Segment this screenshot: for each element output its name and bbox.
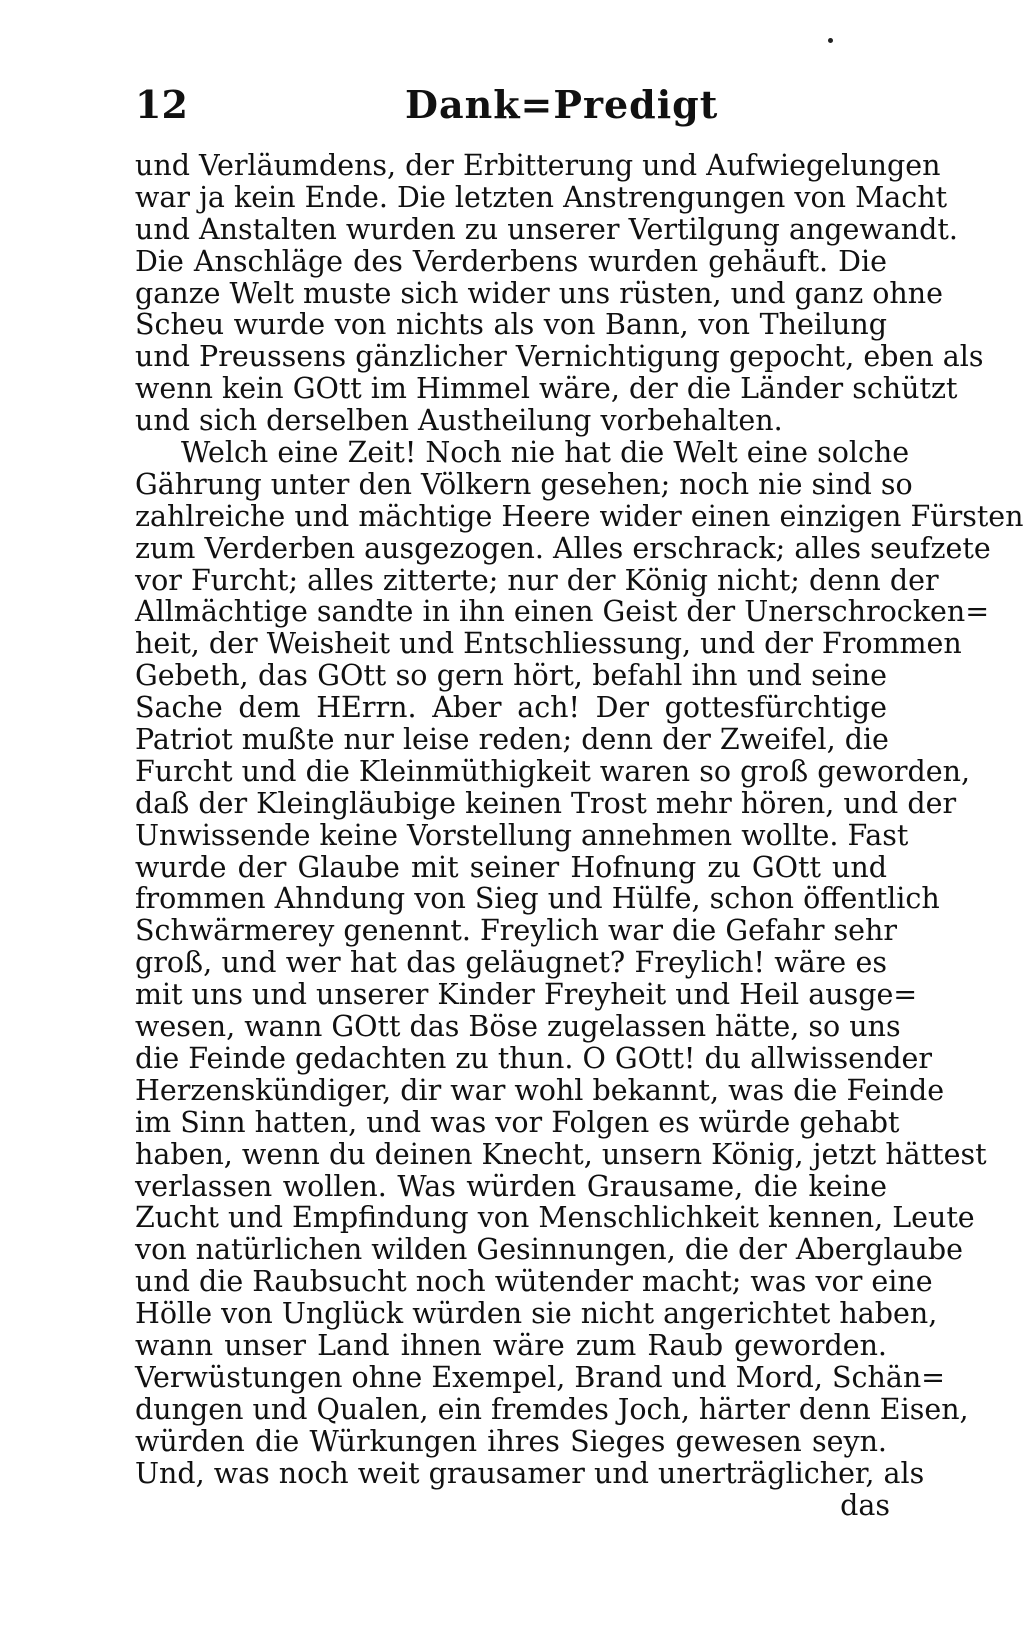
text-line: Gährung unter den Völkern gesehen; noch nie sind so xyxy=(135,467,913,501)
running-title: Dank=Predigt xyxy=(405,82,719,127)
page-header xyxy=(135,80,890,130)
text-line: dungen und Qualen, ein fremdes Joch, härter denn Eisen, xyxy=(135,1392,969,1426)
text-line: Zucht und Empfindung von Menschlichkeit kennen, Leute xyxy=(135,1201,975,1235)
text-line: Unwissende keine Vorstellung annehmen wollte. Fast xyxy=(135,818,909,852)
text-line: Furcht und die Kleinmüthigkeit waren so groß geworden, xyxy=(135,754,971,788)
text-line: Verwüstungen ohne Exempel, Brand und Mord, Schän= xyxy=(135,1360,946,1394)
text-line: Welch eine Zeit! Noch nie hat die Welt eine solche xyxy=(181,436,910,470)
page-number: 12 xyxy=(135,82,188,127)
text-line: Schwärmerey genennt. Freylich war die Gefahr sehr xyxy=(135,914,898,948)
body-text xyxy=(135,149,1024,1490)
text-line: und sich derselben Austheilung vorbehalten. xyxy=(135,404,783,438)
text-line: Hölle von Unglück würden sie nicht angerichtet haben, xyxy=(135,1297,938,1331)
text-line: wesen, wann GOtt das Böse zugelassen hätte, so uns xyxy=(135,1010,901,1044)
ink-speck xyxy=(828,38,833,43)
text-line: zahlreiche und mächtige Heere wider einen einzigen Fürsten xyxy=(135,499,1024,533)
text-line: wann unser Land ihnen wäre zum Raub geworden. xyxy=(135,1328,887,1362)
text-line: zum Verderben ausgezogen. Alles erschrack; alles seufzete xyxy=(135,531,991,565)
text-line: im Sinn hatten, und was vor Folgen es würde gehabt xyxy=(135,1105,900,1139)
text-line: Gebeth, das GOtt so gern hört, befahl ihn und seine xyxy=(135,659,887,693)
text-line: haben, wenn du deinen Knecht, unsern König, jetzt hättest xyxy=(135,1137,987,1171)
text-line: und Anstalten wurden zu unserer Vertilgung angewandt. xyxy=(135,212,958,246)
text-line: wurde der Glaube mit seiner Hofnung zu GOtt und xyxy=(135,850,887,884)
text-line: wenn kein GOtt im Himmel wäre, der die Länder schützt xyxy=(135,372,958,406)
text-line: daß der Kleingläubige keinen Trost mehr hören, und der xyxy=(135,786,957,820)
text-line: die Feinde gedachten zu thun. O GOtt! du allwissender xyxy=(135,1041,933,1075)
text-line: mit uns und unserer Kinder Freyheit und Heil ausge= xyxy=(135,978,918,1012)
catchword: das xyxy=(840,1489,890,1522)
text-line: und Verläumdens, der Erbitterung und Aufwiegelungen xyxy=(135,149,941,182)
text-line: von natürlichen wilden Gesinnungen, die der Aberglaube xyxy=(135,1233,964,1267)
text-line: groß, und wer hat das geläugnet? Freylich! wäre es xyxy=(135,946,887,980)
text-line: Die Anschläge des Verderbens wurden gehäuft. Die xyxy=(135,244,887,278)
text-line: Und, was noch weit grausamer und unerträglicher, als xyxy=(135,1456,925,1490)
text-line: vor Furcht; alles zitterte; nur der König nicht; denn der xyxy=(135,563,939,597)
text-line: Allmächtige sandte in ihn einen Geist der Unerschrocken= xyxy=(135,595,990,629)
text-line: und die Raubsucht noch wütender macht; was vor eine xyxy=(135,1265,933,1299)
text-line: Herzenskündiger, dir war wohl bekannt, was die Feinde xyxy=(135,1073,945,1107)
text-line: verlassen wollen. Was würden Grausame, die keine xyxy=(135,1169,887,1203)
text-line: Sache dem HErrn. Aber ach! Der gottesfürchtige xyxy=(135,691,887,725)
text-line: frommen Ahndung von Sieg und Hülfe, schon öffentlich xyxy=(135,882,940,916)
text-line: ganze Welt muste sich wider uns rüsten, und ganz ohne xyxy=(135,276,944,310)
text-line: Scheu wurde von nichts als von Bann, von Theilung xyxy=(135,308,887,342)
text-line: Patriot mußte nur leise reden; denn der Zweifel, die xyxy=(135,723,889,757)
text-line: war ja kein Ende. Die letzten Anstrengungen von Macht xyxy=(135,180,948,214)
text-line: und Preussens gänzlicher Vernichtigung gepocht, eben als xyxy=(135,340,984,374)
text-line: heit, der Weisheit und Entschliessung, und der Frommen xyxy=(135,627,962,661)
text-line: würden die Würkungen ihres Sieges gewesen seyn. xyxy=(135,1424,887,1458)
